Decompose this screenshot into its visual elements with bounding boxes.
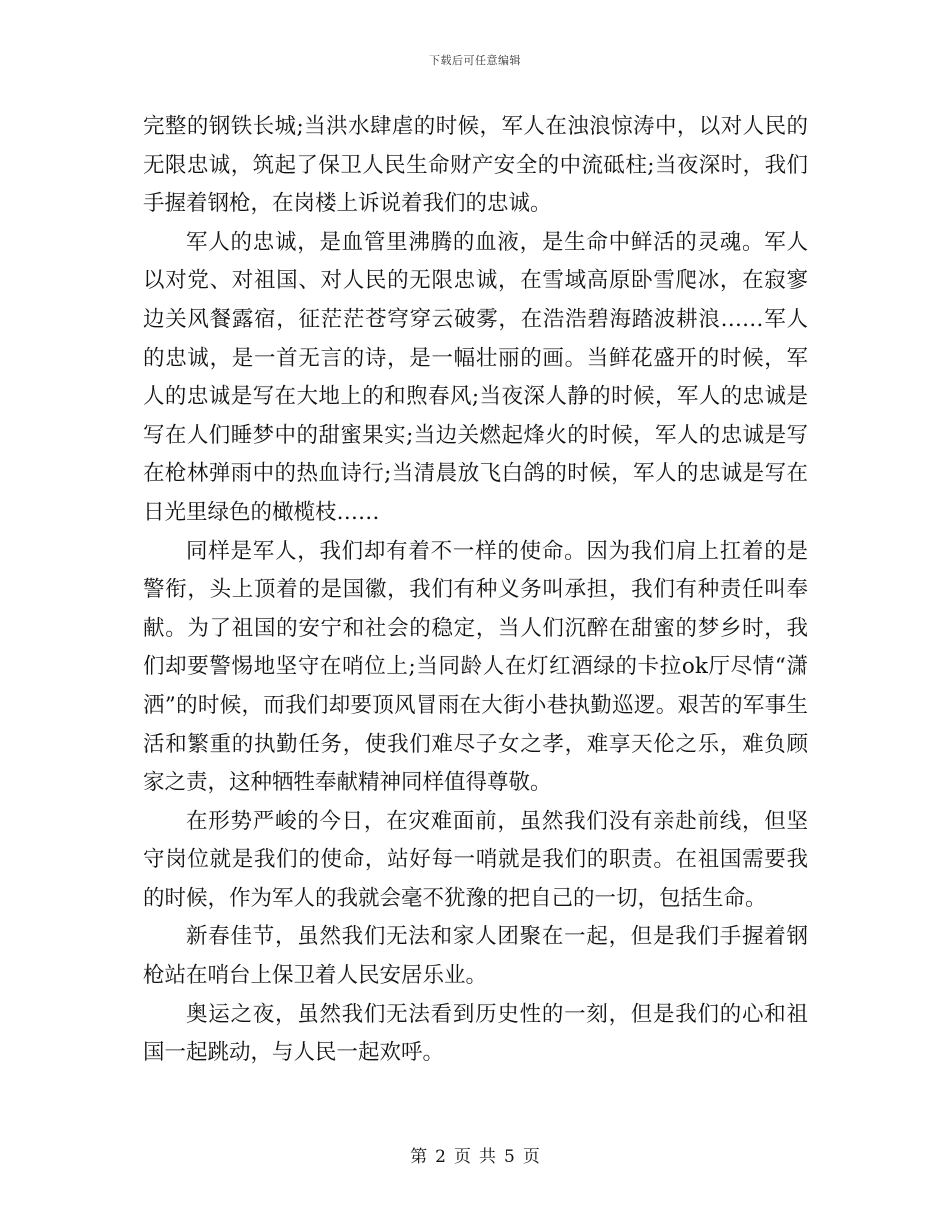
total-page-number: 5: [504, 1147, 515, 1167]
paragraph-olympics: 奥运之夜，虽然我们无法看到历史性的一刻，但是我们的心和祖国一起跳动，与人民一起欢呼。: [143, 1001, 808, 1066]
footer-total-prefix: 共: [479, 1147, 496, 1167]
current-page-number: 2: [435, 1147, 446, 1167]
page-footer: [0, 1142, 950, 1167]
paragraph-continued: 完整的钢铁长城;当洪水肆虐的时候，军人在浊浪惊涛中，以对人民的无限忠诚，筑起了保卫人民生命财产安全的中流砥柱;当夜深时，我们手握着钢枪，在岗楼上诉说着我们的忠诚。: [143, 114, 808, 217]
paragraph-loyalty: 军人的忠诚，是血管里沸腾的血液，是生命中鲜活的灵魂。军人以对党、对祖国、对人民的无限忠诚，在雪域高原卧雪爬冰，在寂寥边关风餐露宿，征茫茫苍穹穿云破雾，在浩浩碧海踏波耕浪……军人的忠诚，是一首无言的诗，是一幅壮丽的画。当鲜花盛开的时候，军人的忠诚是写在大地上的和煦春风;当夜深人静的时候，军人的忠诚是写在人们睡梦中的甜蜜果实;当边关燃起烽火的时候，军人的忠诚是写在枪林弹雨中的热血诗行;当清晨放飞白鸽的时候，军人的忠诚是写在日光里绿色的橄榄枝……: [143, 229, 808, 525]
paragraph-duty: 在形势严峻的今日，在灾难面前，虽然我们没有亲赴前线，但坚守岗位就是我们的使命，站好每一哨就是我们的职责。在祖国需要我的时候，作为军人的我就会毫不犹豫的把自己的一切，包括生命。: [143, 808, 808, 911]
paragraph-mission: 同样是军人，我们却有着不一样的使命。因为我们肩上扛着的是警衔，头上顶着的是国徽，我们有种义务叫承担，我们有种责任叫奉献。为了祖国的安宁和社会的稳定，当人们沉醉在甜蜜的梦乡时，我们却要警惕地坚守在哨位上;当同龄人在灯红酒绿的卡拉ok厅尽情“潇洒”的时候，而我们却要顶风冒雨在大街小巷执勤巡逻。艰苦的军事生活和繁重的执勤任务，使我们难尽子女之孝，难享天伦之乐，难负顾家之责，这种牺牲奉献精神同样值得尊敬。: [143, 538, 808, 796]
footer-page-label: 页: [454, 1147, 471, 1167]
paragraph-spring-festival: 新春佳节，虽然我们无法和家人团聚在一起，但是我们手握着钢枪站在哨台上保卫着人民安居乐业。: [143, 924, 808, 989]
document-body: [143, 108, 808, 1073]
page-header: 下载后可任意编辑: [429, 54, 521, 67]
footer-prefix: 第: [410, 1147, 428, 1167]
footer-page-suffix: 页: [522, 1147, 540, 1167]
